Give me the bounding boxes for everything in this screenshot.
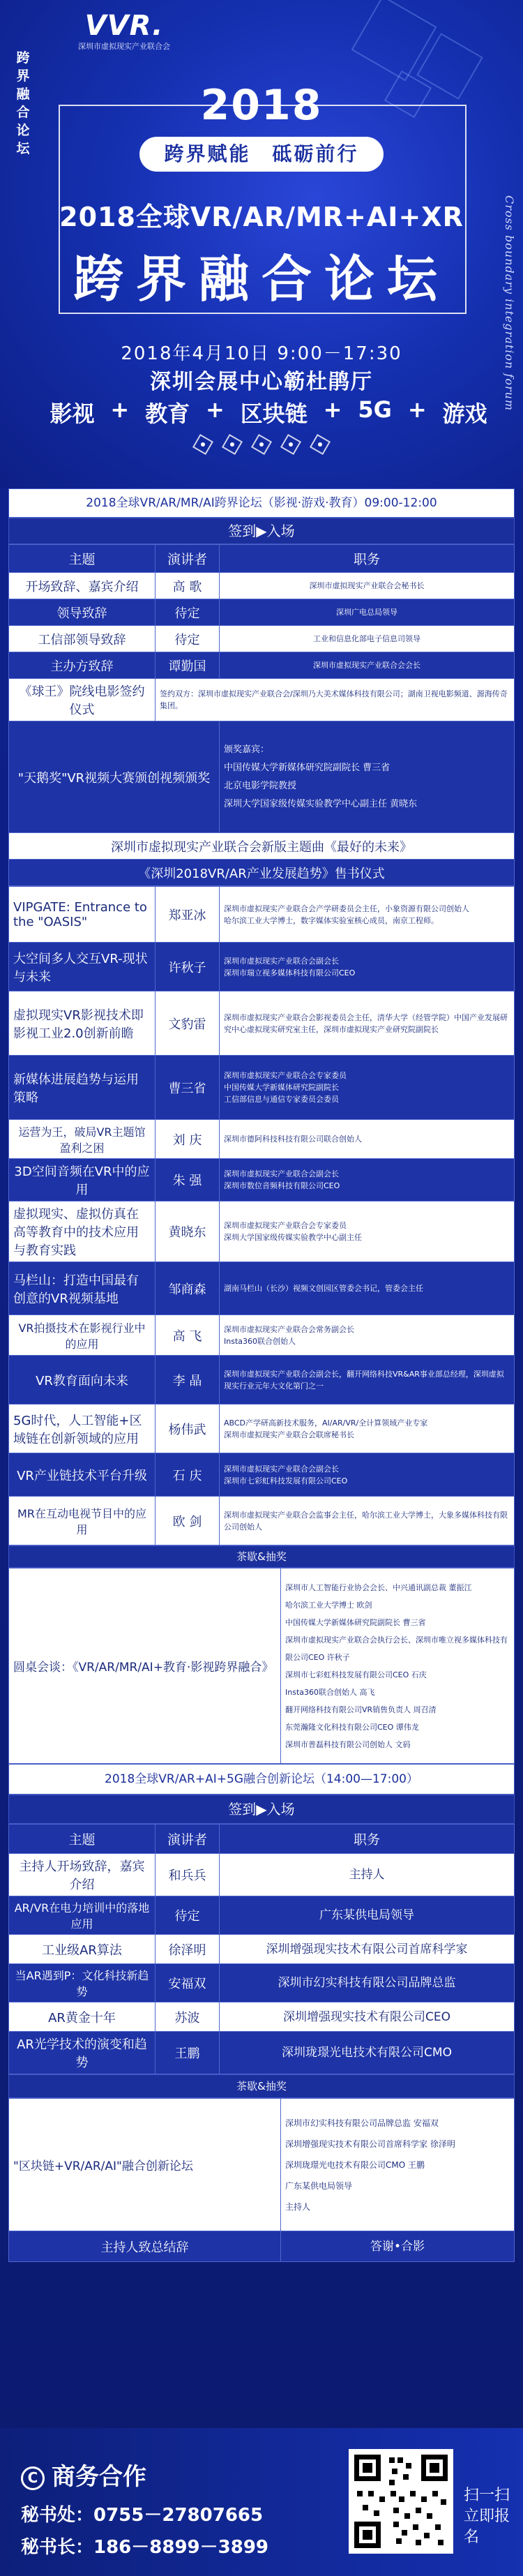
column-header-role: 职务 <box>220 1825 515 1854</box>
row-role: 主持人 <box>220 1854 515 1896</box>
vertical-forum-name: 跨界融合论坛 <box>16 50 30 156</box>
business-cooperation <box>21 2457 146 2492</box>
award-detail: 颁奖嘉宾： 中国传媒大学新媒体研究院副院长 曹三省 北京电影学院教授 深圳大学国家级传媒实验教学中心副主任 黄晓东 <box>220 721 515 833</box>
row-speaker: 黄晓东 <box>156 1201 220 1262</box>
row-speaker: 徐泽明 <box>156 1935 220 1964</box>
table-row <box>9 2002 515 2032</box>
row-topic: 领导致辞 <box>9 599 156 626</box>
hexagon-dot-icon <box>280 434 301 455</box>
row-role: 深圳市虚拟现实产业联合会专家委员 深圳大学国家级传媒实验教学中心副主任 <box>220 1201 515 1262</box>
event-date: 2018年4月10日 9:00－17:30 <box>121 343 402 364</box>
row-role: 深圳市虚拟现实产业联合会常务副会长 Insta360联合创始人 <box>220 1315 515 1356</box>
row-topic: 虚拟现实VR影视技术即影视工业2.0创新前瞻 <box>9 991 156 1056</box>
award-title: "天鹅奖"VR视频大赛颁创视频颁奖 <box>9 721 220 833</box>
row-role: 深圳市虚拟现实产业联合会副会长 深圳市数位音频科技有限公司CEO <box>220 1159 515 1201</box>
table-row <box>9 1854 515 1896</box>
row-role: 深圳市虚拟现实产业联合会副会长，翻开网络科技VR&AR事业部总经理，深圳虚拟现实行业元年大文化第门之一 <box>220 1356 515 1405</box>
row-speaker: 朱 强 <box>156 1159 220 1201</box>
afternoon-signin: 签到▶入场 <box>8 1795 515 1824</box>
row-role: 湖南马栏山（长沙）视频文创园区管委会书记，管委会主任 <box>220 1262 515 1315</box>
row-role: 深圳市德阿科技科技有限公司联合创始人 <box>220 1120 515 1159</box>
row-topic: VR拍摄技术在影视行业中的应用 <box>9 1315 156 1356</box>
roundtable-title: "区块链+VR/AR/AI"融合创新论坛 <box>9 2099 281 2231</box>
topic-item: 影视 <box>50 400 95 427</box>
row-speaker: 待定 <box>156 1896 220 1935</box>
cooperation-label: 商务合作 <box>52 2463 146 2491</box>
closing-row <box>9 2231 515 2262</box>
row-speaker: 石 庆 <box>156 1453 220 1497</box>
row-topic: 虚拟现实、虚拟仿真在高等教育中的技术应用与教育实践 <box>9 1201 156 1262</box>
row-speaker: 待定 <box>156 599 220 626</box>
morning-break: 茶歇&抽奖 <box>8 1545 515 1568</box>
column-header-role: 职务 <box>220 545 515 573</box>
row-topic: 主持人开场致辞，嘉宾介绍 <box>9 1854 156 1896</box>
row-topic: 大空间多人交互VR-现状与未来 <box>9 943 156 991</box>
roundtable-panelists: 深圳市人工智能行业协会会长、中兴通讯副总裁 董振江 哈尔滨工业大学博士 欧剑 中国传媒大学新媒体研究院副院长 曹三省 深圳市虚拟现实产业联合会执行会长、深圳市唯立视多媒体科技有限公司CEO 许秋子 深圳市七彩虹科技发展有限公司CEO 石庆 Insta360联合创始人 高飞 翻开网络科技有限公司VR销售负责人 周召清 东莞瀚隆文化科技有限公司CEO 谭伟龙 深圳市普磊科技有限公司创始人 文码 <box>281 1568 515 1764</box>
row-topic: 当AR遇到P：文化科技新趋势 <box>9 1964 156 2002</box>
row-topic: VIPGATE: Entrance to the "OASIS" <box>9 887 156 943</box>
english-forum-name: Cross boundary integration forum <box>503 195 516 412</box>
forum-title: 跨界融合论坛 <box>73 250 450 308</box>
topic-item: 区块链 <box>240 400 308 427</box>
table-row <box>9 1201 515 1262</box>
row-speaker: 高 歌 <box>156 573 220 599</box>
row-speaker: 李 晶 <box>156 1356 220 1405</box>
row-topic: 马栏山：打造中国最有创意的VR视频基地 <box>9 1262 156 1315</box>
table-row <box>9 626 515 652</box>
book-release-row <box>9 860 515 886</box>
table-row <box>9 1356 515 1405</box>
row-speaker: 安福双 <box>156 1964 220 2002</box>
row-topic: AR光学技术的演变和趋势 <box>9 2032 156 2074</box>
qr-modules <box>354 2455 448 2548</box>
closing-topic: 主持人致总结辞 <box>9 2231 281 2262</box>
association-logo <box>54 10 194 52</box>
qr-code[interactable] <box>349 2449 453 2554</box>
handshake-icon: C <box>21 2466 45 2490</box>
table-row <box>9 1262 515 1315</box>
row-speaker: 刘 庆 <box>156 1120 220 1159</box>
scan-to-register: 扫一扫 立即报名 <box>464 2487 510 2546</box>
event-venue: 深圳会展中心簕杜鹃厅 <box>150 370 373 394</box>
row-topic: 新媒体进展趋势与运用策略 <box>9 1056 156 1120</box>
column-header-topic: 主题 <box>9 545 156 573</box>
topic-separator: + <box>110 396 130 423</box>
row-role: 深圳市虚拟现实产业联合会副会长 深圳市瑞立视多媒体科技有限公司CEO <box>220 943 515 991</box>
table-header-row <box>9 545 515 573</box>
table-row <box>9 599 515 626</box>
hexagon-dots <box>0 437 523 452</box>
table-header-row <box>9 1825 515 1854</box>
qr-pattern <box>354 2455 448 2548</box>
row-role: 广东某供电局领导 <box>220 1896 515 1935</box>
row-topic: 5G时代，人工智能+区域链在创新领域的应用 <box>9 1405 156 1453</box>
secretariat-phone: 秘书处：0755－27807665 <box>21 2505 264 2526</box>
poster-header <box>0 0 523 488</box>
morning-roundtable-table <box>8 1568 515 1764</box>
roundtable-row <box>9 1568 515 1764</box>
topic-item: 游戏 <box>442 400 487 427</box>
row-speaker: 欧 剑 <box>156 1497 220 1545</box>
row-speaker: 苏波 <box>156 2002 220 2032</box>
row-topic: VR产业链技术平台升级 <box>9 1453 156 1497</box>
row-role: ABCD产学研高新技术服务，AI/AR/VR/全计算领域产业专家 深圳市虚拟现实产业联合会联席秘书长 <box>220 1405 515 1453</box>
row-speaker: 文豹雷 <box>156 991 220 1056</box>
column-header-topic: 主题 <box>9 1825 156 1854</box>
row-topic: MR在互动电视节目中的应用 <box>9 1497 156 1545</box>
main-title: 2018全球VR/AR/MR+AI+XR <box>59 202 464 232</box>
row-role: 深圳市虚拟现实产业联合会影视委员会主任，清华大学（经管学院）中国产业发展研究中心虚拟现实研究室主任，深圳市虚拟现实产业研究院副院长 <box>220 991 515 1056</box>
table-row <box>9 2032 515 2074</box>
row-topic: 运营为王，破局VR主题馆盈利之困 <box>9 1120 156 1159</box>
table-row <box>9 887 515 943</box>
table-row <box>9 943 515 991</box>
closing-role: 答谢•合影 <box>281 2231 515 2262</box>
roundtable-panelists: 深圳市幻实科技有限公司品牌总监 安福双 深圳增强现实技术有限公司首席科学家 徐泽明 深圳珑璟光电技术有限公司CMO 王鹏 广东某供电局领导 主持人 <box>281 2099 515 2231</box>
award-row <box>9 721 515 833</box>
topic-separator: + <box>323 396 342 423</box>
row-speaker: 高 飞 <box>156 1315 220 1356</box>
table-row <box>9 991 515 1056</box>
row-topic: 主办方致辞 <box>9 652 156 679</box>
column-header-speaker: 演讲者 <box>156 545 220 573</box>
book-release: 《深圳2018VR/AR产业发展趋势》售书仪式 <box>9 860 515 886</box>
afternoon-schedule-table <box>8 1824 515 2074</box>
slogan-badge: 跨界赋能 砥砺前行 <box>139 137 384 172</box>
row-role: 深圳市幻实科技有限公司品牌总监 <box>220 1964 515 2002</box>
row-speaker: 杨伟武 <box>156 1405 220 1453</box>
row-role: 深圳市虚拟现实产业联合会会长 <box>220 652 515 679</box>
afternoon-session-title: 2018全球VR/AR+AI+5G融合创新论坛（14:00—17:00） <box>8 1764 515 1795</box>
row-role: 深圳市虚拟现实产业联合会专家委员 中国传媒大学新媒体研究院副院长 工信部信息与通信专家委员会委员 <box>220 1056 515 1120</box>
topic-item: 教育 <box>145 400 190 427</box>
topic-separator: + <box>206 396 225 423</box>
schedule <box>8 488 515 2262</box>
table-row <box>9 1315 515 1356</box>
column-header-speaker: 演讲者 <box>156 1825 220 1854</box>
row-topic: 工业级AR算法 <box>9 1935 156 1964</box>
table-row <box>9 652 515 679</box>
row-topic: 工信部领导致辞 <box>9 626 156 652</box>
row-topic: VR教育面向未来 <box>9 1356 156 1405</box>
event-year: 2018 <box>200 81 323 130</box>
roundtable-row <box>9 2099 515 2231</box>
row-role: 深圳市虚拟现实产业联合会产学研委员会主任，小象资源有限公司创始人 哈尔滨工业大学博士，数字媒体实验室核心成员，南京工程师。 <box>220 887 515 943</box>
logo-subtitle: 深圳市虚拟现实产业联合会 <box>78 42 170 51</box>
table-row <box>9 1964 515 2002</box>
row-role: 深圳增强现实技术有限公司首席科学家 <box>220 1935 515 1964</box>
hexagon-dot-icon <box>251 434 272 455</box>
signing-row <box>9 679 515 721</box>
hexagon-dot-icon <box>192 434 213 455</box>
row-topic: AR黄金十年 <box>9 2002 156 2032</box>
row-speaker: 邹商森 <box>156 1262 220 1315</box>
morning-schedule-table <box>8 544 515 886</box>
afternoon-roundtable-table <box>8 2098 515 2262</box>
table-row <box>9 1159 515 1201</box>
topic-separator: + <box>407 396 427 423</box>
hexagon-dot-icon <box>222 434 243 455</box>
table-row <box>9 1896 515 1935</box>
topic-item: 5G <box>358 396 392 423</box>
table-row <box>9 1497 515 1545</box>
row-role: 深圳珑璟光电技术有限公司CMO <box>220 2032 515 2074</box>
logo-mark: VVR. <box>84 10 164 42</box>
row-speaker: 曹三省 <box>156 1056 220 1120</box>
morning-signin: 签到▶入场 <box>8 518 515 544</box>
table-row <box>9 1120 515 1159</box>
row-topic: AR/VR在电力培训中的落地应用 <box>9 1896 156 1935</box>
row-topic: 3D空间音频在VR中的应用 <box>9 1159 156 1201</box>
row-role: 深圳增强现实技术有限公司CEO <box>220 2002 515 2032</box>
row-speaker: 王鹏 <box>156 2032 220 2074</box>
row-speaker: 待定 <box>156 626 220 652</box>
hexagon-dot-icon <box>310 434 331 455</box>
theme-song: 深圳市虚拟现实产业联合会新版主题曲《最好的未来》 <box>9 833 515 860</box>
morning-session-title: 2018全球VR/AR/MR/AI跨界论坛（影视·游戏·教育）09:00-12:00 <box>8 488 515 518</box>
row-speaker: 许秋子 <box>156 943 220 991</box>
row-speaker: 郑亚冰 <box>156 887 220 943</box>
row-speaker: 谭勤国 <box>156 652 220 679</box>
morning-talks-table <box>8 886 515 1545</box>
row-role: 深圳广电总局领导 <box>220 599 515 626</box>
table-row <box>9 573 515 599</box>
table-row <box>9 1405 515 1453</box>
row-role: 工业和信息化部电子信息司领导 <box>220 626 515 652</box>
signing-detail: 签约双方：深圳市虚拟现实产业联合会/深圳乃大美术媒体科技有限公司；湖南卫视电影频道、源海传奇集团。 <box>156 679 515 721</box>
secretary-general-phone: 秘书长：186－8899－3899 <box>21 2537 268 2558</box>
poster-footer <box>0 2428 523 2576</box>
row-role: 深圳市虚拟现实产业联合会监事会主任，哈尔滨工业大学博士，大象多媒体科技有限公司创始人 <box>220 1497 515 1545</box>
roundtable-title: 圆桌会谈：《VR/AR/MR/AI+教育·影视跨界融合》 <box>9 1568 281 1764</box>
row-role: 深圳市虚拟现实产业联合会秘书长 <box>220 573 515 599</box>
row-role: 深圳市虚拟现实产业联合会副会长 深圳市七彩虹科技发展有限公司CEO <box>220 1453 515 1497</box>
table-row <box>9 1453 515 1497</box>
afternoon-break: 茶歇&抽奖 <box>8 2074 515 2098</box>
theme-song-row <box>9 833 515 860</box>
table-row <box>9 1056 515 1120</box>
signing-title: 《球王》院线电影签约仪式 <box>9 679 156 721</box>
table-row <box>9 1935 515 1964</box>
row-speaker: 和兵兵 <box>156 1854 220 1896</box>
row-topic: 开场致辞、嘉宾介绍 <box>9 573 156 599</box>
topic-list <box>42 396 495 428</box>
